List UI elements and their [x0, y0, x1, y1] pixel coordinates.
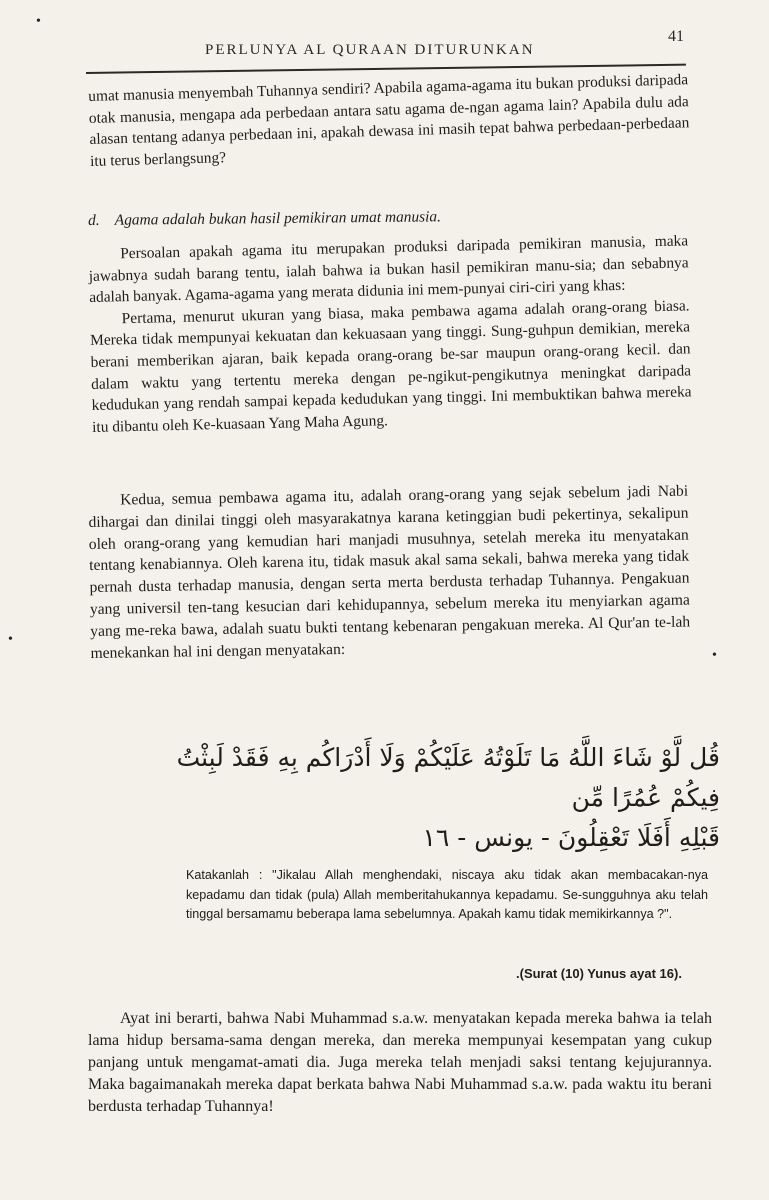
paragraph-continuation: umat manusia menyembah Tuhannya sendiri? Apabila agama-agama itu bukan produksi daripada otak manusia, mengapa ada perbedaan antara satu agama de-ngan agama lain? Apabila dulu ada alasan tentang adanya perbedaan ini, apakah dewasa ini masih tepat bahwa perbedaan-perbedaan itu terus berlangsung?	[88, 71, 690, 170]
paragraph-kedua-wrapper	[88, 481, 691, 665]
margin-mark: •	[36, 14, 41, 29]
running-title: PERLUNYA AL QURAAN DITURUNKAN	[205, 42, 535, 58]
paragraph-pertama: Pertama, menurut ukuran yang biasa, maka pembawa agama adalah orang-orang biasa. Mereka tidak mempunyai kekuatan dan kekuasaan yang tinggi. Sung-guhpun demikian, mereka berani memberikan ajaran, baik kepada orang-orang be-sar maupun orang-orang kecil. dan dalam waktu yang tertentu mereka dengan pe-ngikut-pengikutnya meningkat daripada kedudukan yang rendah sampai kepada kedudukan yang tinggi. Ini membuktikan bahwa mereka itu dibantu oleh Ke-kuasaan Yang Maha Agung.	[90, 297, 692, 436]
verse-citation: .(Surat (10) Yunus ayat 16).	[516, 966, 682, 981]
page-number: 41	[668, 28, 684, 45]
quran-verse	[160, 738, 720, 858]
margin-mark: •	[8, 632, 13, 647]
paragraph-kedua: Kedua, semua pembawa agama itu, adalah orang-orang yang sejak sebelum jadi Nabi dihargai dan dinilai tinggi oleh masyarakatnya karana ketinggian budi pekertinya, sekalipun oleh orang-orang yang kemudian hari manjadi musuhnya, setelah mereka itu menyatakan tentang kenabiannya. Oleh karena itu, tidak masuk akal sama sekali, bahwa mereka yang tidak pernah dusta terhadap manusia, dengan serta merta berdusta terhadap Tuhannya. Pengakuan yang universil ten-tang kesucian dari kehidupannya, sebelum mereka itu menyiarkan agama yang me-reka bawa, adalah suatu bukti tentang kebenaran pengakuan mereka. Al Qur'an te-lah menekankan hal ini dengan menyatakan:	[88, 482, 691, 662]
section-body	[88, 230, 692, 438]
margin-mark: •	[712, 648, 717, 663]
closing-paragraph-wrapper	[88, 1008, 712, 1118]
verse-translation: Katakanlah : "Jikalau Allah menghendaki, niscaya aku tidak akan membacakan-nya kepadamu dan tidak (pula) Allah memberitahukannya kepadamu. Se-sungguhnya aku telah tinggal bersamamu beberapa lama sebelumnya. Apakah kamu tidak memikirkannya ?".	[186, 868, 708, 921]
quran-line-2: قَبْلِهِ أَفَلَا تَعْقِلُونَ - يونس - ١٦	[422, 823, 720, 852]
closing-paragraph: Ayat ini berarti, bahwa Nabi Muhammad s.a.w. menyatakan kepada mereka bahwa ia telah lama hidup bersama-sama dengan mereka, dan mereka mempunyai kesempatan yang cukup panjang untuk mengamat-amati dia. Juga mereka telah menjadi saksi tentang kejujurannya. Maka bagaimanakah mereka dapat berkata bahwa Nabi Muhammad s.a.w. pada waktu itu berani berdusta terhadap Tuhannya!	[88, 1010, 712, 1115]
section-heading	[88, 206, 648, 230]
paragraph-intro: Persoalan apakah agama itu merupakan produksi daripada pemikiran manusia, maka jawabnya sudah barang tentu, ialah bahwa ia bukan hasil pemikiran manu-sia; dan sebabnya adalah banyak. Agama-agama yang merata didunia ini mem-punyai ciri-ciri yang khas:	[88, 232, 689, 307]
section-title: Agama adalah bukan hasil pemikiran umat manusia.	[114, 208, 442, 229]
section-label: d.	[88, 211, 100, 229]
quran-line-1: قُل لَّوْ شَاءَ اللَّهُ مَا تَلَوْتُهُ عَلَيْكُمْ وَلَا أَدْرَاكُم بِهِ فَقَدْ لَبِثْتُ فِيكُمْ عُمُرًا مِّن	[176, 743, 720, 812]
